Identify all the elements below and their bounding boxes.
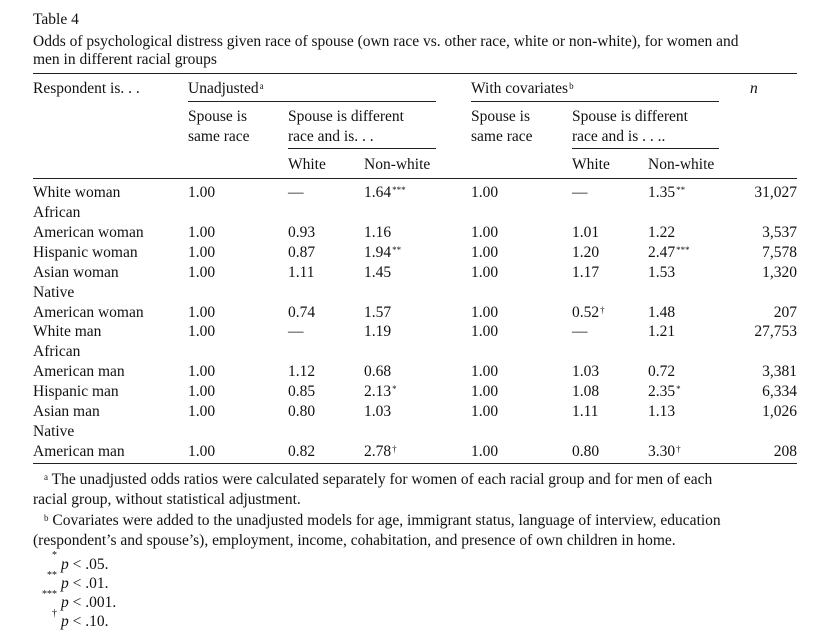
covariates-rule: [471, 101, 719, 102]
header-c-diff-1: Spouse is different: [572, 108, 688, 125]
cell-c-nonwhite: 1.35**: [648, 184, 686, 201]
footnote-b-line2: (respondent’s and spouse’s), employment, income, cohabitation, and presence of own children in home.: [33, 532, 676, 549]
cell-label: American man: [33, 443, 125, 460]
header-n: n: [750, 80, 758, 97]
header-u-nonwhite: Non-white: [364, 156, 431, 173]
cell-n: 7,578: [762, 244, 797, 261]
cell-label: Native: [33, 423, 75, 440]
cell-c-same: 1.00: [471, 224, 499, 241]
cell-u-white: 1.12: [288, 363, 316, 380]
cell-c-nonwhite: 1.53: [648, 264, 676, 281]
cell-n: 207: [773, 304, 797, 321]
cell-u-nonwhite: 2.78†: [364, 443, 397, 460]
cell-u-nonwhite: 1.94**: [364, 244, 402, 261]
cell-label: African: [33, 204, 81, 221]
header-c-white: White: [572, 156, 610, 173]
cell-label: White woman: [33, 184, 121, 201]
u-diff-rule: [288, 148, 436, 149]
cell-n: 1,320: [762, 264, 797, 281]
header-bottom-rule: [33, 178, 797, 179]
cell-c-white: —: [572, 184, 588, 201]
sig-mark-3: ***: [42, 589, 57, 600]
sig-text-3: p < .001.: [61, 594, 117, 611]
cell-c-white: 1.08: [572, 383, 600, 400]
cell-n: 3,537: [762, 224, 797, 241]
sig-mark-4: †: [52, 608, 57, 619]
cell-c-same: 1.00: [471, 383, 499, 400]
cell-label: Asian man: [33, 403, 100, 420]
cell-c-nonwhite: 2.47***: [648, 244, 690, 261]
cell-c-nonwhite: 1.48: [648, 304, 676, 321]
cell-u-white: —: [288, 323, 304, 340]
header-unadjusted: Unadjusted$^a$: [188, 80, 264, 97]
sig-mark-1: *: [52, 550, 57, 561]
cell-u-same: 1.00: [188, 304, 216, 321]
significance-mark: †: [392, 444, 397, 454]
significance-mark: ***: [676, 245, 690, 255]
cell-label: Native: [33, 284, 75, 301]
header-c-diff-2: race and is . . ..: [572, 128, 666, 145]
cell-c-same: 1.00: [471, 244, 499, 261]
cell-n: 6,334: [762, 383, 797, 400]
cell-c-same: 1.00: [471, 403, 499, 420]
cell-c-nonwhite: 1.13: [648, 403, 676, 420]
cell-u-same: 1.00: [188, 443, 216, 460]
cell-c-same: 1.00: [471, 304, 499, 321]
cell-c-white: 1.03: [572, 363, 600, 380]
cell-c-white: —: [572, 323, 588, 340]
cell-c-same: 1.00: [471, 323, 499, 340]
sig-mark-2: **: [47, 570, 57, 581]
cell-n: 208: [773, 443, 797, 460]
cell-n: 1,026: [762, 403, 797, 420]
cell-c-nonwhite: 0.72: [648, 363, 676, 380]
significance-mark: †: [676, 444, 681, 454]
cell-c-same: 1.00: [471, 363, 499, 380]
cell-u-white: —: [288, 184, 304, 201]
header-c-same-1: Spouse is: [471, 108, 530, 125]
cell-n: 27,753: [754, 323, 797, 340]
header-u-same-1: Spouse is: [188, 108, 247, 125]
footnote-a-line1: $^a$ The unadjusted odds ratios were calculated separately for women of each racial group and for men of each: [44, 471, 713, 488]
header-c-same-2: same race: [471, 128, 533, 145]
header-respondent: Respondent is. . .: [33, 80, 140, 97]
table-label: Table 4: [33, 11, 79, 28]
cell-u-same: 1.00: [188, 264, 216, 281]
cell-c-white: 1.11: [572, 403, 599, 420]
header-u-same-2: same race: [188, 128, 250, 145]
cell-n: 3,381: [762, 363, 797, 380]
cell-label: Hispanic man: [33, 383, 119, 400]
significance-mark: *: [392, 384, 397, 394]
sig-text-4: p < .10.: [61, 613, 109, 630]
top-rule: [33, 73, 797, 74]
footnote-b-line1: $^b$ Covariates were added to the unadjusted models for age, immigrant status, language of interview, education: [44, 512, 721, 529]
table-caption-line1: Odds of psychological distress given race of spouse (own race vs. other race, white or non-white), for women and: [33, 33, 739, 50]
cell-c-nonwhite: 3.30†: [648, 443, 681, 460]
cell-u-same: 1.00: [188, 244, 216, 261]
unadjusted-rule: [188, 101, 436, 102]
cell-u-nonwhite: 2.13*: [364, 383, 397, 400]
cell-u-same: 1.00: [188, 383, 216, 400]
cell-c-white: 0.52†: [572, 304, 605, 321]
cell-c-nonwhite: 2.35*: [648, 383, 681, 400]
cell-c-same: 1.00: [471, 264, 499, 281]
cell-u-nonwhite: 1.64***: [364, 184, 406, 201]
cell-u-same: 1.00: [188, 224, 216, 241]
cell-c-same: 1.00: [471, 184, 499, 201]
sig-text-2: p < .01.: [61, 575, 109, 592]
cell-u-nonwhite: 1.57: [364, 304, 392, 321]
cell-c-nonwhite: 1.21: [648, 323, 676, 340]
cell-u-white: 0.87: [288, 244, 316, 261]
cell-label: African: [33, 343, 81, 360]
footnote-a-line2: racial group, without statistical adjustment.: [33, 491, 301, 508]
cell-c-same: 1.00: [471, 443, 499, 460]
significance-mark: **: [392, 245, 402, 255]
header-c-nonwhite: Non-white: [648, 156, 715, 173]
cell-c-white: 1.20: [572, 244, 600, 261]
cell-label: American man: [33, 363, 125, 380]
c-diff-rule: [572, 148, 719, 149]
cell-label: White man: [33, 323, 102, 340]
cell-u-white: 0.74: [288, 304, 316, 321]
cell-n: 31,027: [754, 184, 797, 201]
significance-mark: **: [676, 185, 686, 195]
table-caption-line2: men in different racial groups: [33, 51, 217, 68]
cell-u-same: 1.00: [188, 323, 216, 340]
cell-u-white: 0.80: [288, 403, 316, 420]
cell-u-nonwhite: 0.68: [364, 363, 392, 380]
cell-u-same: 1.00: [188, 403, 216, 420]
significance-mark: ***: [392, 185, 406, 195]
header-u-diff-1: Spouse is different: [288, 108, 404, 125]
header-u-diff-2: race and is. . .: [288, 128, 374, 145]
cell-u-nonwhite: 1.19: [364, 323, 392, 340]
significance-mark: *: [676, 384, 681, 394]
bottom-rule: [33, 463, 797, 464]
cell-label: American woman: [33, 224, 144, 241]
significance-mark: †: [600, 305, 605, 315]
cell-u-same: 1.00: [188, 363, 216, 380]
cell-u-same: 1.00: [188, 184, 216, 201]
cell-label: Asian woman: [33, 264, 119, 281]
cell-c-white: 0.80: [572, 443, 600, 460]
cell-label: American woman: [33, 304, 144, 321]
cell-c-white: 1.17: [572, 264, 600, 281]
sig-text-1: p < .05.: [61, 556, 109, 573]
cell-u-white: 0.82: [288, 443, 316, 460]
cell-label: Hispanic woman: [33, 244, 138, 261]
header-covariates: With covariates$^b$: [471, 80, 574, 97]
cell-u-white: 1.11: [288, 264, 315, 281]
cell-u-white: 0.93: [288, 224, 316, 241]
cell-u-white: 0.85: [288, 383, 316, 400]
cell-u-nonwhite: 1.45: [364, 264, 392, 281]
cell-u-nonwhite: 1.16: [364, 224, 392, 241]
cell-u-nonwhite: 1.03: [364, 403, 392, 420]
cell-c-white: 1.01: [572, 224, 600, 241]
header-u-white: White: [288, 156, 326, 173]
cell-c-nonwhite: 1.22: [648, 224, 676, 241]
